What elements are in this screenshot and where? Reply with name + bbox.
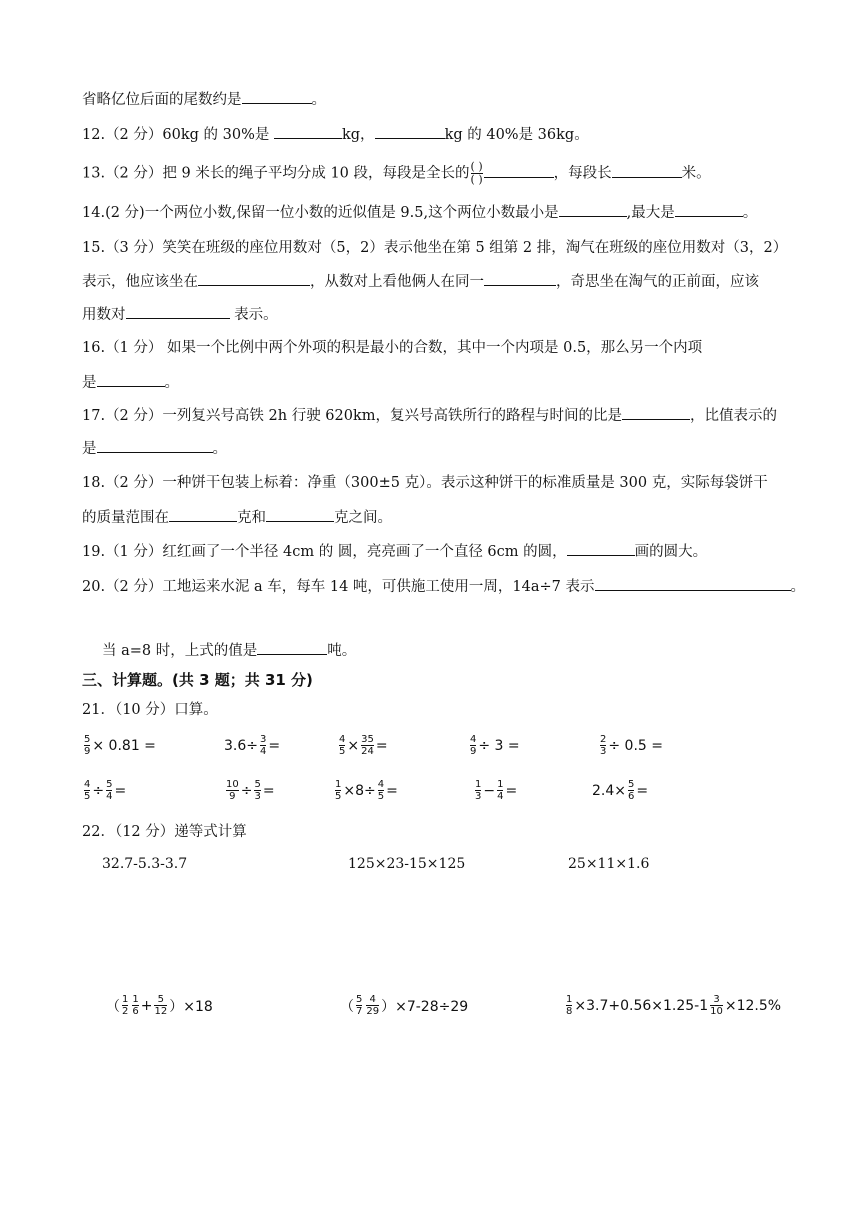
fraction-blank[interactable]: $\frac{( )}{( )}$: [470, 160, 483, 186]
question-17-line2: 是 。: [82, 438, 227, 459]
question-22-title: 22．（12 分）递等式计算: [82, 824, 247, 840]
question-18-line2: 的质量范围在 克和 克之间。: [82, 507, 392, 528]
answer-blank[interactable]: [126, 304, 230, 319]
mental-calc-item: 1 3 − 1 4 =: [475, 779, 518, 802]
question-21-title: 21．（10 分）口算。: [82, 702, 218, 718]
answer-blank[interactable]: [198, 271, 310, 286]
question-19: 19.（1 分）红红画了一个半径 4cm 的 圆，亮亮画了一个直径 6cm 的圆， 画的圆大。: [82, 541, 707, 562]
answer-blank[interactable]: [484, 163, 554, 178]
answer-blank[interactable]: [97, 438, 213, 453]
mental-calc-item: 4 5 ÷ 5 4 =: [84, 779, 127, 802]
section-heading: 三、计算题。(共 3 题；共 31 分): [82, 671, 313, 689]
mental-calc-item: 1 5 ×8÷ 4 5 =: [335, 779, 398, 802]
step-calc-item: 1 8 ×3.7+0.56×1.25-1 3 10 ×12.5%: [566, 994, 782, 1017]
step-calc-item: 125×23-15×125: [348, 856, 466, 872]
answer-blank[interactable]: [266, 507, 334, 522]
mental-calc-item: 4 9 ÷ 3 =: [470, 734, 520, 757]
step-calc-item: （ 1 2 1 6 + 5 12 ）×18: [106, 994, 213, 1017]
step-calc-item: （ 5 7 4 29 ）×7-28÷29: [340, 994, 469, 1017]
answer-blank[interactable]: [612, 163, 682, 178]
mental-calc-item: 2.4× 5 6 =: [592, 779, 649, 802]
mental-calc-item: 2 3 ÷ 0.5 =: [600, 734, 664, 757]
answer-blank[interactable]: [567, 541, 635, 556]
q11-tail: 省略亿位后面的尾数约是 。: [82, 89, 326, 110]
mental-calc-item: 5 9 × 0.81 =: [84, 734, 156, 757]
answer-blank[interactable]: [274, 124, 342, 139]
step-calc-item: 32.7-5.3-3.7: [102, 856, 188, 872]
question-14: 14.(2 分)一个两位小数,保留一位小数的近似值是 9.5,这个两位小数最小是 ,最大是 。: [82, 202, 757, 223]
answer-blank[interactable]: [622, 405, 690, 420]
answer-blank[interactable]: [559, 202, 627, 217]
mental-calc-item: 3.6÷ 3 4 =: [224, 734, 281, 757]
answer-blank[interactable]: [375, 124, 445, 139]
answer-blank[interactable]: [169, 507, 237, 522]
answer-blank[interactable]: [97, 372, 165, 387]
question-16-line1: 16.（1 分） 如果一个比例中两个外项的积是最小的合数，其中一个内项是 0.5，那么另一个内项: [82, 340, 703, 356]
answer-blank[interactable]: [675, 202, 743, 217]
mental-calc-item: 4 5 × 35 24 =: [339, 734, 388, 757]
question-15-line3: 用数对 表示。: [82, 304, 278, 325]
question-20-line2: 当 a=8 时，上式的值是 吨。: [102, 640, 356, 661]
answer-blank[interactable]: [595, 576, 791, 591]
step-calc-item: 25×11×1.6: [568, 856, 650, 872]
question-17-line1: 17.（2 分）一列复兴号高铁 2h 行驶 620km，复兴号高铁所行的路程与时间的比是 ，比值表示的: [82, 405, 777, 426]
question-15-line2: 表示，他应该坐在 ，从数对上看他俩人在同一 ，奇思坐在淘气的正前面，应该: [82, 271, 759, 292]
question-16-line2: 是 。: [82, 372, 179, 393]
answer-blank[interactable]: [484, 271, 556, 286]
question-18-line1: 18.（2 分）一种饼干包装上标着：净重（300±5 克）。表示这种饼干的标准质量是 300 克，实际每袋饼干: [82, 475, 768, 491]
answer-blank[interactable]: [242, 89, 312, 104]
question-12: 12.（2 分）60kg 的 30%是 kg， kg 的 40%是 36kg。: [82, 124, 589, 145]
mental-calc-item: 10 9 ÷ 5 3 =: [226, 779, 275, 802]
question-13: 13.（2 分）把 9 米长的绳子平均分成 10 段，每段是全长的 $\frac{( )}{( )}$ ，每段长 米。: [82, 160, 711, 186]
answer-blank[interactable]: [257, 640, 327, 655]
question-20-line1: 20.（2 分）工地运来水泥 a 车，每车 14 吨，可供施工使用一周，14a÷7 表示 。: [82, 576, 805, 597]
question-15-line1: 15.（3 分）笑笑在班级的座位用数对（5，2）表示他坐在第 5 组第 2 排，淘气在班级的座位用数对（3，2）: [82, 240, 788, 256]
